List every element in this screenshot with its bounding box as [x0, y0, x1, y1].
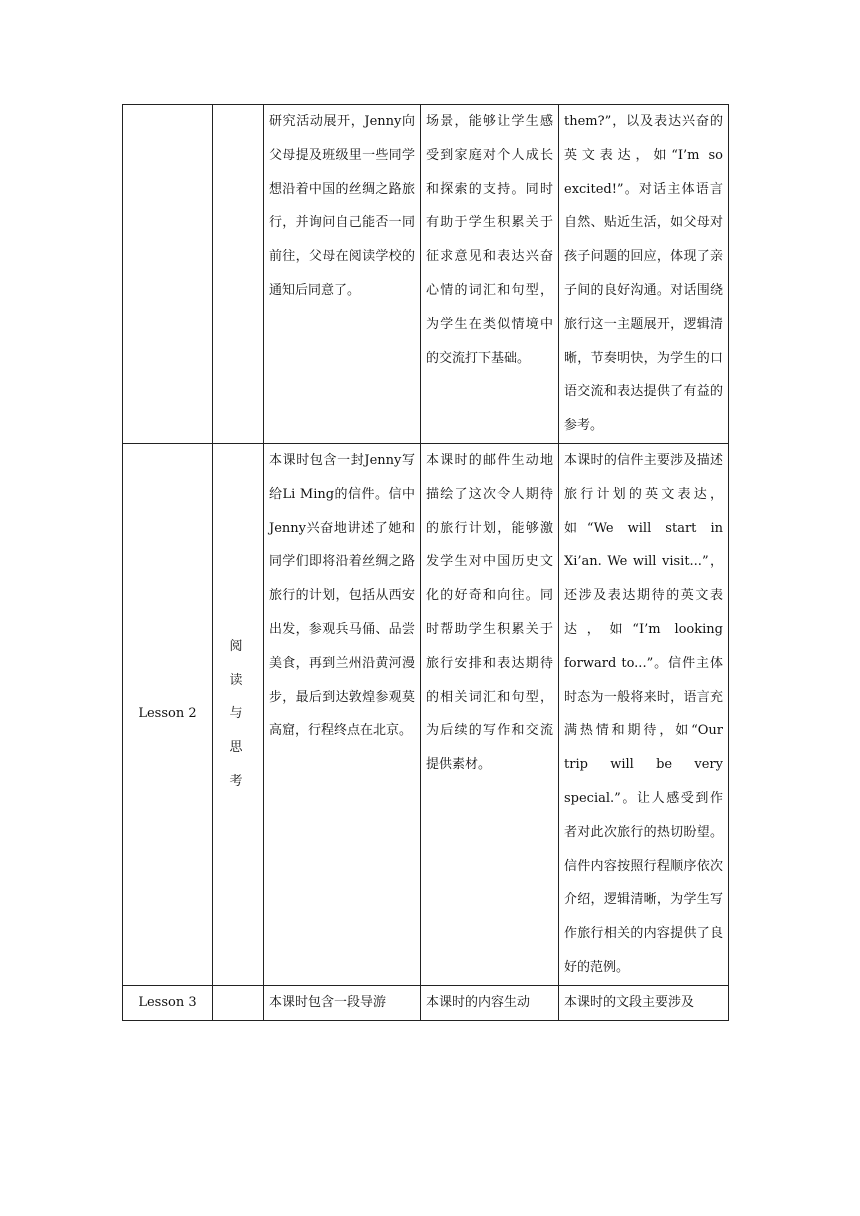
- language-cell: 本课时的文段主要涉及: [559, 985, 729, 1020]
- content-cell: 研究活动展开，Jenny向父母提及班级里一些同学想沿着中国的丝绸之路旅行，并询问自己能否一同前往，父母在阅读学校的通知后同意了。: [264, 105, 421, 444]
- lesson-cell: Lesson 2: [123, 443, 213, 985]
- value-cell: 场景，能够让学生感受到家庭对个人成长和探索的支持。同时有助于学生积累关于征求意见和表达兴奋心情的词汇和句型，为学生在类似情境中的交流打下基础。: [421, 105, 559, 444]
- language-cell: them?”，以及表达兴奋的英文表达，如“I’m so excited!”。对话主体语言自然、贴近生活，如父母对孩子问题的回应，体现了亲子间的良好沟通。对话围绕旅行这一主题展开，逻辑清晰，节奏明快，为学生的口语交流和表达提供了有益的参考。: [559, 105, 729, 444]
- lesson-analysis-table: [122, 104, 729, 1021]
- lesson-cell: Lesson 3: [123, 985, 213, 1020]
- section-cell: [213, 105, 264, 444]
- lesson-cell: [123, 105, 213, 444]
- language-cell: 本课时的信件主要涉及描述旅行计划的英文表达，如“We will start in Xi’an. We will visit...”，还涉及表达期待的英文表达，如“I’m looking forward to...”。信件主体时态为一般将来时，语言充满热情和期待，如“Our trip will be very special.”。让人感受到作者对此次旅行的热切盼望。信件内容按照行程顺序依次介绍，逻辑清晰，为学生写作旅行相关的内容提供了良好的范例。: [559, 443, 729, 985]
- table-row: [123, 105, 729, 444]
- table-row: [123, 443, 729, 985]
- content-cell: 本课时包含一段导游: [264, 985, 421, 1020]
- value-cell: 本课时的内容生动: [421, 985, 559, 1020]
- value-cell: 本课时的邮件生动地描绘了这次令人期待的旅行计划，能够激发学生对中国历史文化的好奇和向往。同时帮助学生积累关于旅行安排和表达期待的相关词汇和句型，为后续的写作和交流提供素材。: [421, 443, 559, 985]
- table-row: [123, 985, 729, 1020]
- content-cell: 本课时包含一封Jenny写给Li Ming的信件。信中Jenny兴奋地讲述了她和同学们即将沿着丝绸之路旅行的计划，包括从西安出发，参观兵马俑、品尝美食，再到兰州沿黄河漫步，最后到达敦煌参观莫高窟，行程终点在北京。: [264, 443, 421, 985]
- section-cell: 阅读与思考: [213, 443, 264, 985]
- section-cell: [213, 985, 264, 1020]
